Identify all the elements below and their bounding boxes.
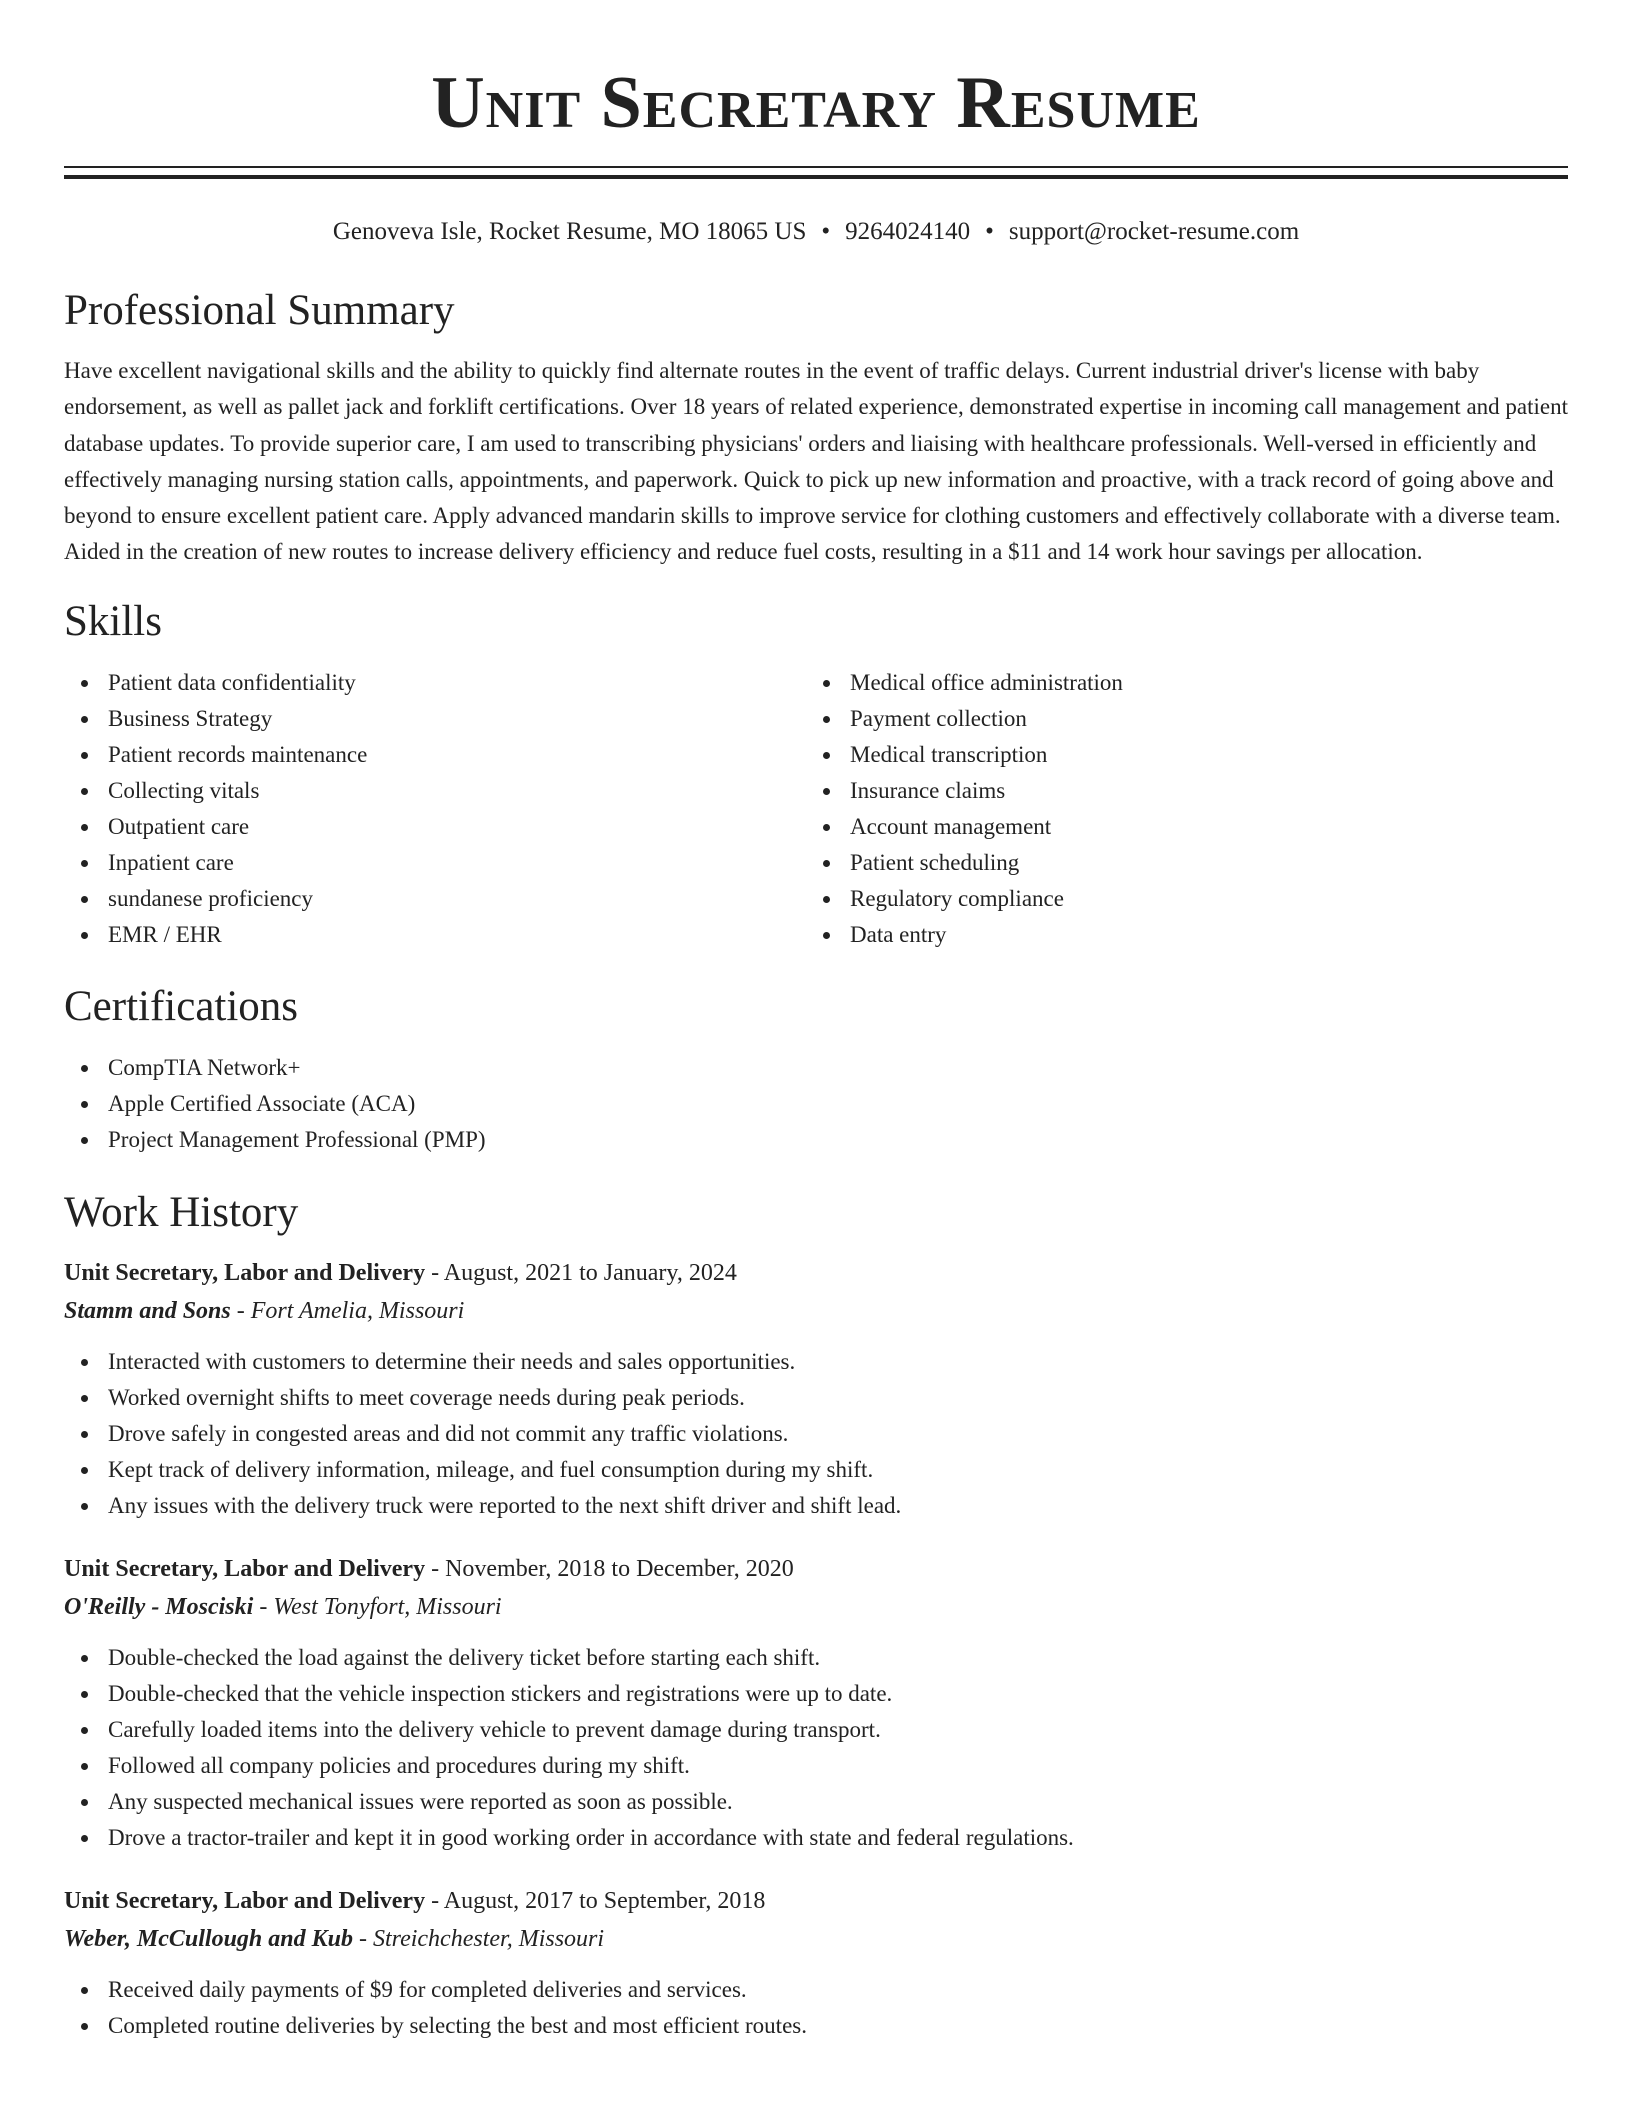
skill-item: Outpatient care [64,809,806,845]
certifications-list [64,1050,1568,1158]
job-entry [64,1550,1568,1856]
skill-item: Patient records maintenance [64,737,806,773]
job-entry [64,1254,1568,1524]
job-employer [64,1920,1568,1958]
work-history-heading: Work History [64,1188,299,1236]
job-company: Stamm and Sons [64,1297,231,1324]
skill-item: Patient scheduling [806,845,1548,881]
certifications-heading: Certifications [64,982,299,1030]
skills-list [64,665,1568,953]
certification-item: Apple Certified Associate (ACA) [64,1086,1568,1122]
job-company: O'Reilly - Mosciski [64,1593,254,1620]
job-duty: Double-checked that the vehicle inspection stickers and registrations were up to date. [64,1676,1568,1712]
skills-column-left [64,665,806,953]
resume-title: Unit Secretary Resume [431,62,1201,144]
job-employer [64,1588,1568,1626]
job-duty: Drove a tractor-trailer and kept it in good working order in accordance with state and federal regulations. [64,1820,1568,1856]
job-company: Weber, McCullough and Kub [64,1925,353,1952]
skills-column-right [806,665,1548,953]
contact-email: support@rocket-resume.com [1008,218,1300,245]
contact-phone: 9264024140 [845,218,971,245]
skill-item: Inpatient care [64,845,806,881]
job-duties [64,1344,1568,1524]
skill-item: Regulatory compliance [806,881,1548,917]
job-dates: - August, 2021 to January, 2024 [425,1259,737,1286]
certification-item: Project Management Professional (PMP) [64,1122,1568,1158]
job-title: Unit Secretary, Labor and Delivery [64,1555,426,1582]
skill-item: Medical office administration [806,665,1548,701]
title-divider-thick [64,175,1568,179]
skill-item: Data entry [806,917,1548,953]
skill-item: sundanese proficiency [64,881,806,917]
job-duty: Worked overnight shifts to meet coverage needs during peak periods. [64,1380,1568,1416]
job-header [64,1550,1568,1588]
job-duty: Interacted with customers to determine their needs and sales opportunities. [64,1344,1568,1380]
skill-item: Account management [806,809,1548,845]
skill-item: Business Strategy [64,701,806,737]
job-duty: Any issues with the delivery truck were reported to the next shift driver and shift lead. [64,1488,1568,1524]
skill-item: EMR / EHR [64,917,806,953]
job-dates: - November, 2018 to December, 2020 [425,1555,794,1582]
skill-item: Collecting vitals [64,773,806,809]
job-location: - Fort Amelia, Missouri [230,1297,465,1324]
job-duty: Received daily payments of $9 for completed deliveries and services. [64,1972,1568,2008]
summary-text: Have excellent navigational skills and the ability to quickly find alternate routes in the event of traffic delays. Current industrial driver's license with baby endorsement, as well as pallet jack and forklift certifications. Over 18 years of related experience, demonstrated expertise in incoming call management and patient database updates. To provide superior care, I am used to transcribing physicians' orders and liaising with healthcare professionals. Well-versed in efficiently and effectively managing nursing station calls, appointments, and paperwork. Quick to pick up new information and proactive, with a track record of going above and beyond to ensure excellent patient care. Apply advanced mandarin skills to improve service for clothing customers and effectively collaborate with a diverse team. Aided in the creation of new routes to increase delivery efficiency and reduce fuel costs, resulting in a $11 and 14 work hour savings per allocation. [64,358,1568,565]
job-duty: Double-checked the load against the delivery ticket before starting each shift. [64,1640,1568,1676]
job-location: - Streichchester, Missouri [352,1925,605,1952]
resume-page [64,0,1568,2044]
skill-item: Insurance claims [806,773,1548,809]
job-duty: Completed routine deliveries by selecting the best and most efficient routes. [64,2008,1568,2044]
job-dates: - August, 2017 to September, 2018 [425,1887,766,1914]
contact-separator: • [821,218,831,245]
skill-item: Patient data confidentiality [64,665,806,701]
job-duty: Carefully loaded items into the delivery vehicle to prevent damage during transport. [64,1712,1568,1748]
job-header [64,1882,1568,1920]
job-duty: Any suspected mechanical issues were reported as soon as possible. [64,1784,1568,1820]
summary-heading: Professional Summary [64,287,455,334]
job-employer [64,1292,1568,1330]
job-entry [64,1882,1568,2044]
job-duty: Drove safely in congested areas and did not commit any traffic violations. [64,1416,1568,1452]
job-title: Unit Secretary, Labor and Delivery [64,1259,426,1286]
job-header [64,1254,1568,1292]
contact-address: Genoveva Isle, Rocket Resume, MO 18065 US [332,218,807,245]
contact-line [64,215,1568,249]
job-duty: Followed all company policies and procedures during my shift. [64,1748,1568,1784]
skill-item: Medical transcription [806,737,1548,773]
job-location: - West Tonyfort, Missouri [253,1593,502,1620]
contact-separator: • [985,218,994,245]
job-duty: Kept track of delivery information, mileage, and fuel consumption during my shift. [64,1452,1568,1488]
job-duties [64,1972,1568,2044]
skills-heading: Skills [64,597,162,645]
job-duties [64,1640,1568,1856]
certification-item: CompTIA Network+ [64,1050,1568,1086]
job-title: Unit Secretary, Labor and Delivery [64,1887,426,1914]
skill-item: Payment collection [806,701,1548,737]
